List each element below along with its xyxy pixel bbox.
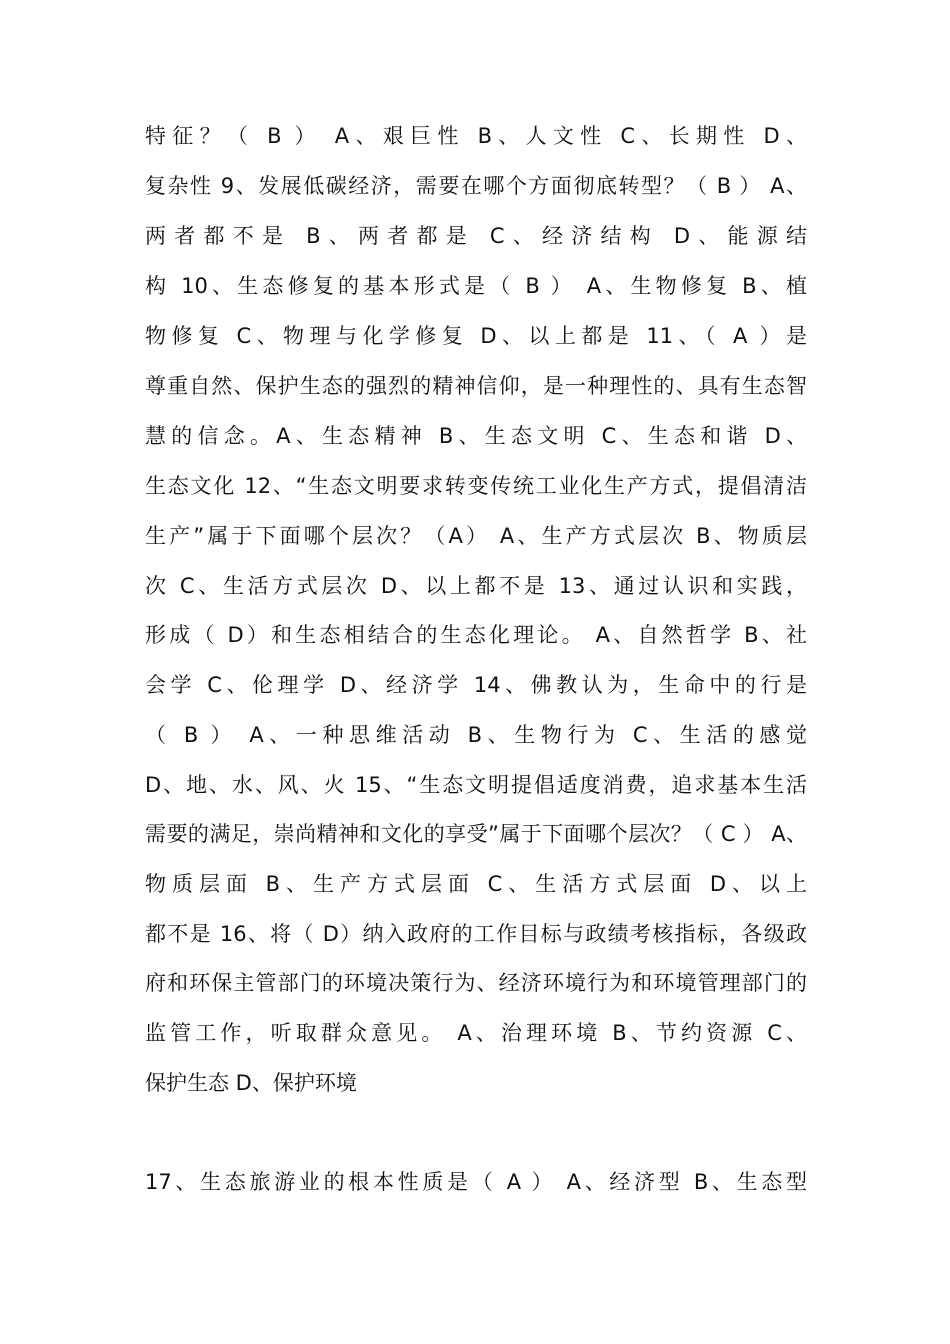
text-line: 构 10、生态修复的基本形式是（ B ） A、生物修复 B、植 bbox=[145, 274, 807, 298]
text-line: 特征？（ B ） A、艰巨性 B、人文性 C、长期性 D、 bbox=[145, 124, 807, 148]
text-line: 府和环保主管部门的环境决策行为、经济环境行为和环境管理部门的 bbox=[145, 971, 807, 995]
text-line: 17、生态旅游业的根本性质是（ A ） A、经济型 B、生态型 bbox=[145, 1170, 807, 1194]
text-line: 形成（ D）和生态相结合的生态化理论。 A、自然哲学 B、社 bbox=[145, 623, 807, 647]
text-line: 生态文化 12、“生态文明要求转变传统工业化生产方式，提倡清洁 bbox=[145, 474, 807, 498]
text-line: 两者都不是 B、两者都是 C、经济结构 D、能源结 bbox=[145, 224, 807, 248]
text-line: 慧的信念。A、生态精神 B、生态文明 C、生态和谐 D、 bbox=[145, 424, 807, 448]
text-line: 尊重自然、保护生态的强烈的精神信仰，是一种理性的、具有生态智 bbox=[145, 374, 807, 398]
text-line: 都不是 16、将（ D）纳入政府的工作目标与政绩考核指标，各级政 bbox=[145, 922, 807, 946]
text-line: 物修复 C、物理与化学修复 D、以上都是 11、（ A ）是 bbox=[145, 324, 807, 348]
text-line: 保护生态 D、保护环境 bbox=[145, 1071, 357, 1095]
text-line: D、地、水、风、火 15、“生态文明提倡适度消费，追求基本生活 bbox=[145, 773, 807, 797]
text-line: 次 C、生活方式层次 D、以上都不是 13、通过认识和实践， bbox=[145, 574, 807, 598]
text-line: 监管工作，听取群众意见。 A、治理环境 B、节约资源 C、 bbox=[145, 1021, 807, 1045]
text-line: 生产”属于下面哪个层次？（A） A、生产方式层次 B、物质层 bbox=[145, 524, 807, 548]
text-line: 会学 C、伦理学 D、经济学 14、佛教认为，生命中的行是 bbox=[145, 673, 807, 697]
text-line: 需要的满足，崇尚精神和文化的享受”属于下面哪个层次？（ C ） A、 bbox=[145, 822, 807, 846]
text-line: 复杂性 9、发展低碳经济，需要在哪个方面彻底转型？（ B ） A、 bbox=[145, 174, 807, 198]
text-line: 物质层面 B、生产方式层面 C、生活方式层面 D、以上 bbox=[145, 872, 807, 896]
text-line: （ B ） A、一种思维活动 B、生物行为 C、生活的感觉 bbox=[145, 723, 807, 747]
